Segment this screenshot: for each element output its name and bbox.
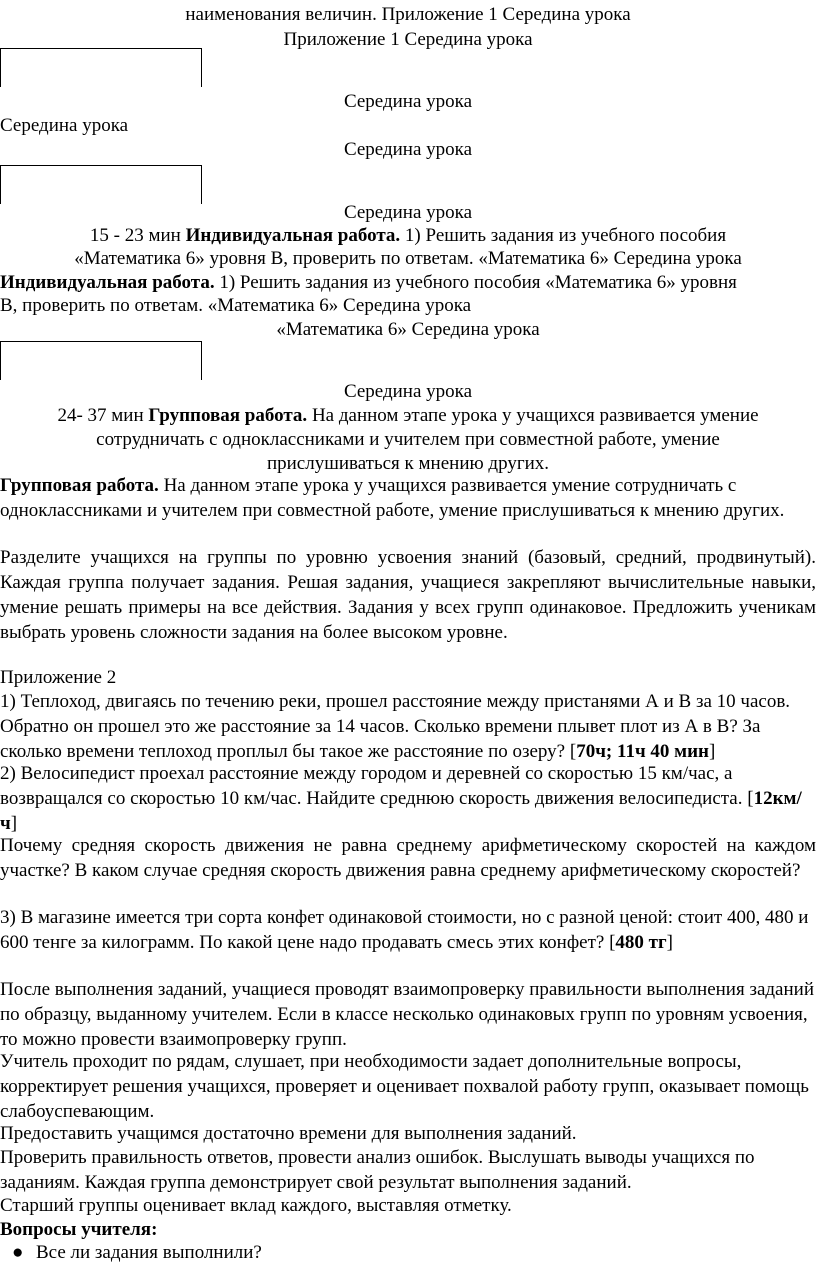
fragment-line: прислушиваться к мнению других.: [266, 453, 550, 474]
after-paragraph: После выполнения заданий, учащиеся проводят взаимопроверку правильности выполнения заданий по образцу, выданному учителем. Если в классе несколько одинаковых групп по уровням усвоения, то можно провести взаимопроверку групп.: [0, 979, 814, 1050]
fragment-line: Середина урока: [343, 381, 473, 402]
task-2: 2) Велосипедист проехал расстояние между городом и деревней со скоростью 15 км/час, а возвращался со скоростью 10 км/час. Найдите среднюю скорость движения велосипедиста. [12км/ч]: [0, 763, 802, 834]
task-1: 1) Теплоход, двигаясь по течению реки, прошел расстояние между пристанями А и В за 10 часов. Обратно он прошел это же расстояние за 14 часов. Сколько времени плывет плот из А в В? За сколько времени теплоход проплыл бы такое же расстояние по озеру? [70ч; 11ч 40 мин]: [0, 691, 791, 762]
fragment-line: Приложение 1 Середина урока: [283, 29, 533, 50]
list-item: Все ли задания выполнили?: [36, 1242, 262, 1263]
fragment-line: «Математика 6» уровня В, проверить по ответам. «Математика 6» Середина урока: [74, 248, 742, 269]
fragment-line: Середина урока: [343, 202, 473, 223]
fragment-line: сотрудничать с одноклассниками и учителем при совместной работе, умение: [96, 429, 720, 450]
check-paragraph: Проверить правильность ответов, провести анализ ошибок. Выслушать выводы учащихся по заданиям. Каждая группа демонстрирует свой результат выполнения заданий.: [0, 1147, 755, 1193]
fragment-line: Середина урока: [343, 139, 473, 160]
fragment-line: 15 - 23 мин Индивидуальная работа. 1) Решить задания из учебного пособия: [89, 225, 727, 246]
empty-cell-box: [0, 48, 202, 87]
fragment-line: Середина урока: [343, 91, 473, 112]
fragment-line: Середина урока: [0, 115, 129, 136]
empty-cell-box: [0, 341, 202, 380]
fragment-line: В, проверить по ответам. «Математика 6» Середина урока: [0, 295, 472, 316]
empty-cell-box: [0, 165, 202, 204]
appendix-heading: Приложение 2: [0, 667, 117, 688]
time-paragraph: Предоставить учащимся достаточно времени для выполнения заданий.: [0, 1123, 577, 1144]
divide-paragraph: Разделите учащихся на группы по уровню усвоения знаний (базовый, средний, продвинутый). Каждая группа получает задания. Решая задания, учащиеся закрепляют вычислительные навыки, умение решать примеры на все действия. Задания у всех групп одинаковое. Предложить ученикам выбрать уровень сложности задания на более высоком уровне.: [0, 547, 816, 643]
why-paragraph: Почему средняя скорость движения не равна среднему арифметическому скоростей на каждом участке? В каком случае средняя скорость движения равна среднему арифметическому скоростей?: [0, 835, 816, 881]
elder-paragraph: Старший группы оценивает вклад каждого, выставляя отметку.: [0, 1195, 512, 1216]
teacher-paragraph: Учитель проходит по рядам, слушает, при необходимости задает дополнительные вопросы, корректирует решения учащихся, проверяет и оценивает похвалой работу групп, оказывает помощь слабоуспевающим.: [0, 1051, 809, 1122]
fragment-line: 24- 37 мин Групповая работа. На данном этапе урока у учащихся развивается умение: [57, 405, 759, 426]
fragment-line: Индивидуальная работа. 1) Решить задания из учебного пособия «Математика 6» уровня: [0, 272, 737, 293]
questions-heading: Вопросы учителя:: [0, 1219, 158, 1240]
group-work-paragraph: Групповая работа. На данном этапе урока у учащихся развивается умение сотрудничать с одноклассниками и учителем при совместной работе, умение прислушиваться к мнению других.: [0, 475, 785, 521]
task-3: 3) В магазине имеется три сорта конфет одинаковой стоимости, но с разной ценой: стоит 400, 480 и 600 тенге за килограмм. По какой цене надо продавать смесь этих конфет? [480 тг]: [0, 907, 809, 953]
bullet-icon: ●: [12, 1242, 24, 1263]
fragment-line: наименования величин. Приложение 1 Середина урока: [185, 4, 631, 25]
fragment-line: «Математика 6» Середина урока: [276, 319, 540, 340]
